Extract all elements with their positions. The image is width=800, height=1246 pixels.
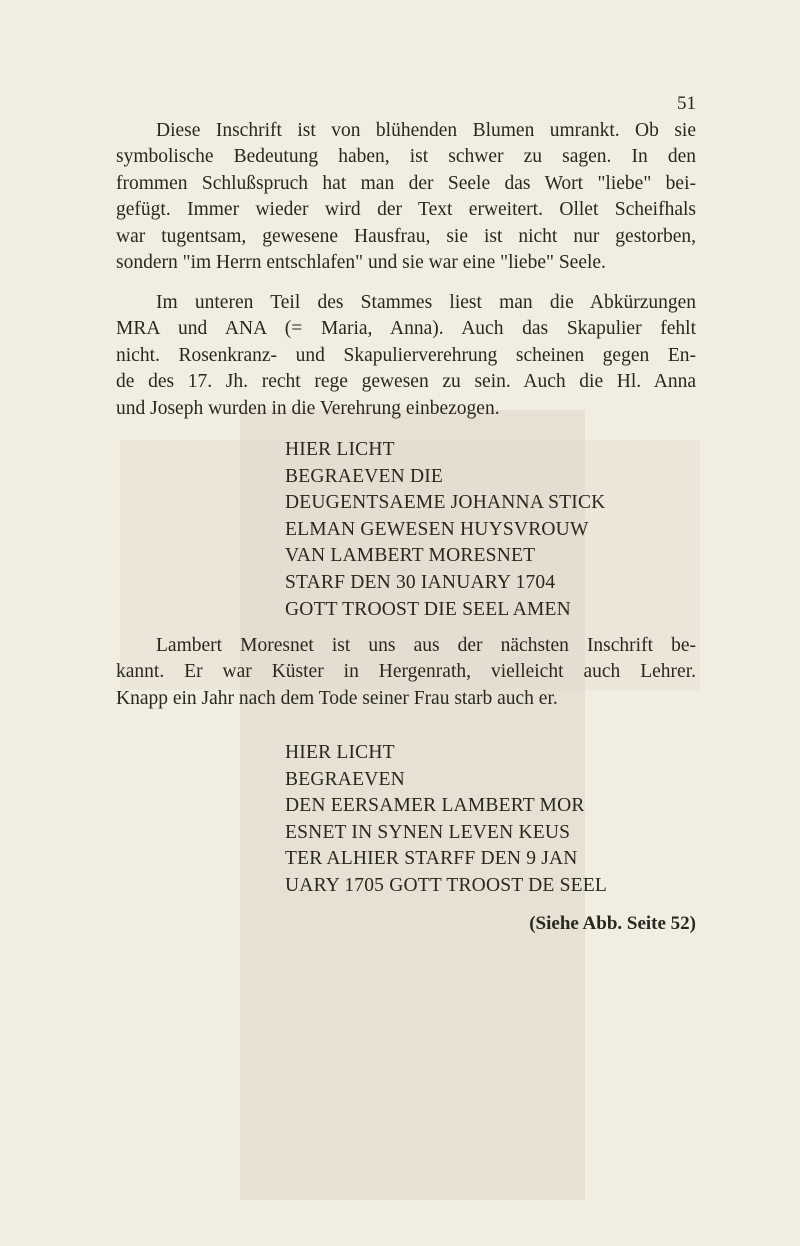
- grave-inscription-1: [285, 437, 705, 623]
- text-line: nicht. Rosenkranz- und Skapulierverehrung scheinen gegen En-: [116, 344, 696, 366]
- inscription-line: HIER LICHT: [285, 439, 395, 460]
- inscription-line: GOTT TROOST DIE SEEL AMEN: [285, 598, 571, 620]
- text-line: MRA und ANA (= Maria, Anna). Auch das Skapulier fehlt: [116, 318, 696, 340]
- text-line: kannt. Er war Küster in Hergenrath, vielleicht auch Lehrer.: [116, 661, 696, 683]
- text-line: und Joseph wurden in die Verehrung einbezogen.: [116, 397, 500, 419]
- inscription-line: TER ALHIER STARFF DEN 9 JAN: [285, 848, 578, 870]
- text-line: sondern "im Herrn entschlafen" und sie war eine "liebe" Seele.: [116, 252, 606, 274]
- inscription-line: BEGRAEVEN: [285, 768, 405, 790]
- inscription-line: STARF DEN 30 IANUARY 1704: [285, 571, 556, 593]
- text-line: de des 17. Jh. recht rege gewesen zu sein. Auch die Hl. Anna: [116, 371, 696, 393]
- inscription-line: BEGRAEVEN DIE: [285, 465, 444, 487]
- inscription-line: DEN EERSAMER LAMBERT MOR: [285, 795, 585, 817]
- page-number: 51: [677, 93, 696, 114]
- text-line: Knapp ein Jahr nach dem Tode seiner Frau starb auch er.: [116, 687, 558, 709]
- text-line: frommen Schlußspruch hat man der Seele das Wort "liebe" bei-: [116, 172, 696, 194]
- text-line: Im unteren Teil des Stammes liest man die Abkürzungen: [156, 292, 696, 313]
- figure-reference: (Siehe Abb. Seite 52): [529, 913, 696, 934]
- text-line: gefügt. Immer wieder wird der Text erweitert. Ollet Scheifhals: [116, 199, 696, 221]
- inscription-line: DEUGENTSAEME JOHANNA STICK: [285, 492, 606, 514]
- inscription-line: HIER LICHT: [285, 742, 395, 763]
- text-line: symbolische Bedeutung haben, ist schwer zu sagen. In den: [116, 146, 696, 168]
- grave-inscription-2: [285, 740, 705, 900]
- inscription-line: ESNET IN SYNEN LEVEN KEUS: [285, 821, 571, 843]
- inscription-line: UARY 1705 GOTT TROOST DE SEEL: [285, 874, 607, 896]
- text-line: war tugentsam, gewesene Hausfrau, sie ist nicht nur gestorben,: [116, 225, 696, 247]
- paragraph-2: [116, 290, 696, 422]
- inscription-line: ELMAN GEWESEN HUYSVROUW: [285, 518, 589, 540]
- text-line: Lambert Moresnet ist uns aus der nächsten Inschrift be-: [156, 635, 696, 656]
- paragraph-3: [116, 633, 696, 712]
- text-line: Diese Inschrift ist von blühenden Blumen umrankt. Ob sie: [156, 120, 696, 141]
- paragraph-1: [116, 118, 696, 276]
- inscription-line: VAN LAMBERT MORESNET: [285, 545, 536, 567]
